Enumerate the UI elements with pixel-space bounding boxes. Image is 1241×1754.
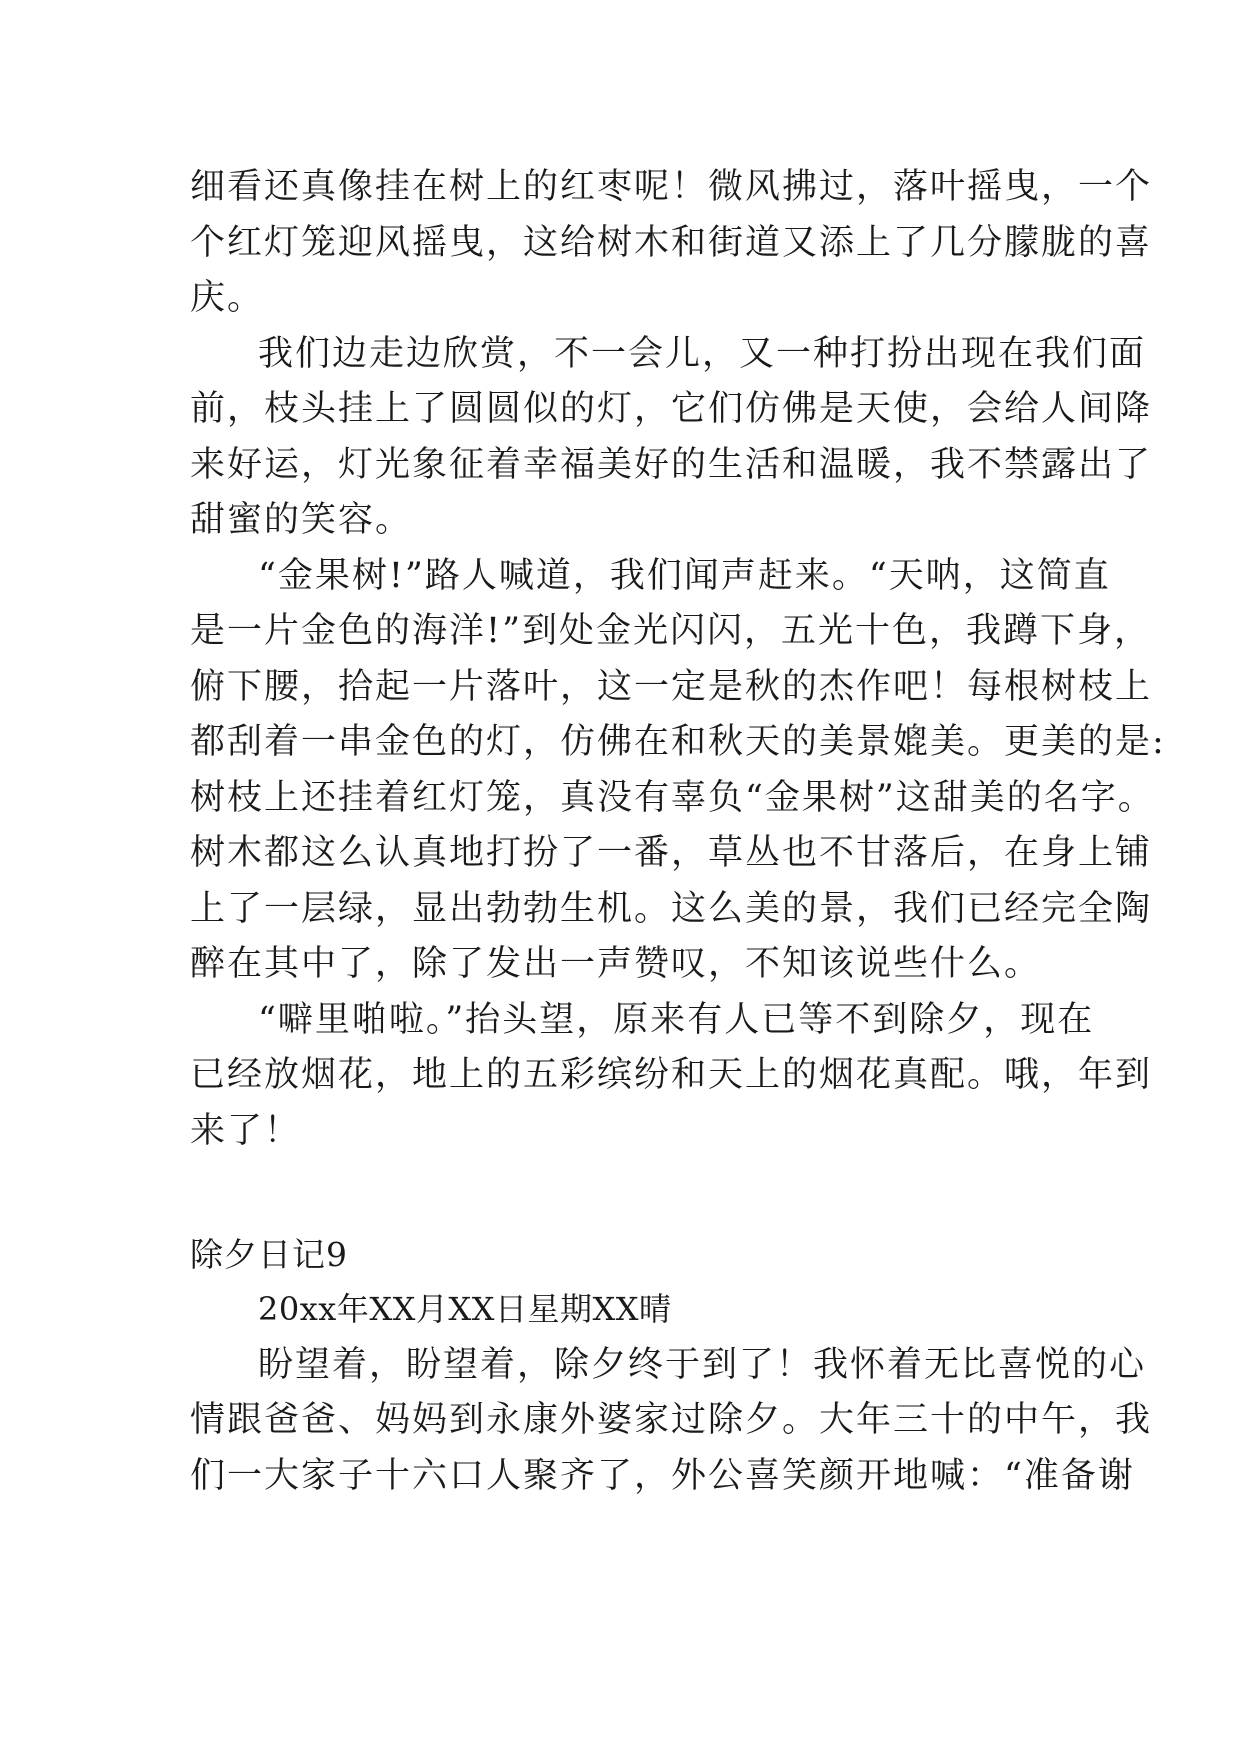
section-title: 除夕日记9 [190,1235,348,1274]
paragraph-1 [190,160,1153,327]
date-line: 20xx年XX月XX日星期XX晴 [258,1290,672,1328]
text-line: 来了！ [190,1110,302,1151]
paragraph-3 [190,549,1166,993]
text-line: 细看还真像挂在树上的红枣呢！微风拂过，落叶摇曳，一个 [190,167,1153,207]
text-line: 盼望着，盼望着，除夕终于到了！我怀着无比喜悦的心 [258,1344,1147,1385]
text-line: 树木都这么认真地打扮了一番，草丛也不甘落后，在身上铺 [190,833,1153,873]
paragraph-4 [190,993,1153,1160]
text-line: 都刮着一串金色的灯，仿佛在和秋天的美景媲美。更美的是: [190,722,1166,762]
text-line: 们一大家子十六口人聚齐了，外公喜笑颜开地喊：“准备谢 [190,1455,1135,1496]
text-line: 上了一层绿，显出勃勃生机。这么美的景，我们已经完全陶 [190,888,1153,929]
document-body [190,160,1166,1504]
text-line: 是一片金色的海洋!”到处金光闪闪，五光十色，我蹲下身， [190,611,1151,651]
section-spacer [190,1159,1050,1227]
paragraph-2 [190,327,1153,549]
text-line: “噼里啪啦。”抬头望，原来有人已等不到除夕，现在 [258,999,1095,1040]
text-line: 个红灯笼迎风摇曳，这给树木和街道又添上了几分朦胧的喜 [190,222,1153,263]
text-line: 醉在其中了，除了发出一声赞叹，不知该说些什么。 [190,944,1042,984]
text-line: 甜蜜的笑容。 [190,500,413,540]
text-line: 庆。 [190,278,265,318]
text-line: 我们边走边欣赏，不一会儿，又一种打扮出现在我们面 [258,333,1147,374]
paragraph-5 [190,1338,1153,1505]
text-line: “金果树!”路人喊道，我们闻声赶来。“天呐，这简直 [258,555,1111,596]
text-line: 俯下腰，拾起一片落叶，这一定是秋的杰作吧！每根树枝上 [190,666,1153,707]
text-line: 树枝上还挂着红灯笼，真没有辜负“金果树”这甜美的名字。 [190,777,1155,818]
text-line: 已经放烟花，地上的五彩缤纷和天上的烟花真配。哦，年到 [190,1055,1153,1095]
text-line: 情跟爸爸、妈妈到永康外婆家过除夕。大年三十的中午，我 [190,1400,1153,1440]
text-line: 前，枝头挂上了圆圆似的灯，它们仿佛是天使，会给人间降 [190,389,1153,429]
text-line: 来好运，灯光象征着幸福美好的生活和温暖，我不禁露出了 [190,444,1153,485]
